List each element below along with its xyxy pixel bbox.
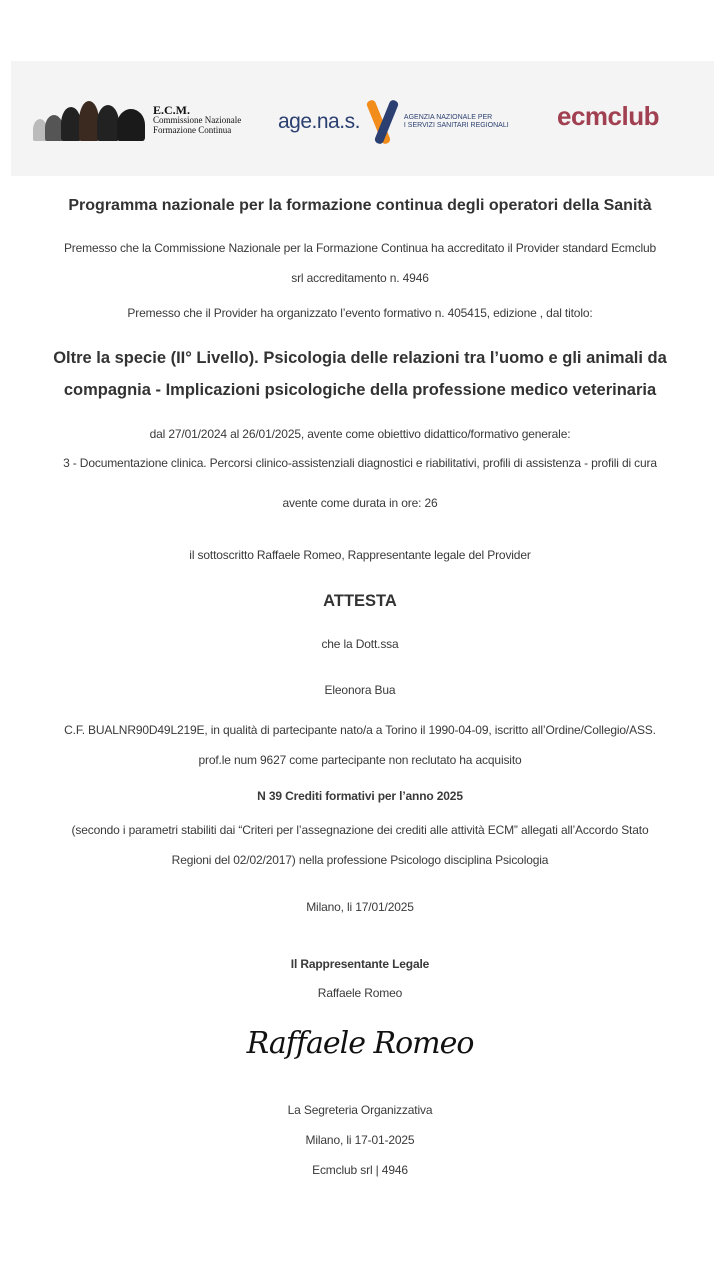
event-objective: 3 - Documentazione clinica. Percorsi clinico-assistenziali diagnostici e riabilitativi, profili di assistenza - profili di cura (63, 456, 657, 470)
premise-line-2: srl accreditamento n. 4946 (291, 271, 429, 285)
ecmclub-logo: ecmclub (557, 101, 659, 131)
premise-line-1: Premesso che la Commissione Nazionale per la Formazione Continua ha accreditato il Provider standard Ecmclub (63, 241, 657, 255)
premise-event: Premesso che il Provider ha organizzato l’evento formativo n. 405415, edizione , dal titolo: (127, 306, 593, 320)
event-dates: dal 27/01/2024 al 26/01/2025, avente come obiettivo didattico/formativo generale: (149, 427, 571, 441)
place-date: Milano, li 17/01/2025 (306, 900, 414, 914)
secretariat-label: La Segreteria Organizzativa (287, 1103, 433, 1117)
ecm-logo-title: E.C.M. (153, 103, 190, 117)
agenas-line1: AGENZIA NAZIONALE PER (403, 114, 493, 121)
criteria-line-2: Regioni del 02/02/2017) nella professione Psicologo disciplina Psicologia (171, 853, 549, 867)
logo-header (11, 61, 714, 176)
ecm-logo-line1: Commissione Nazionale (153, 115, 242, 125)
provider-footer: Ecmclub srl | 4946 (312, 1163, 408, 1177)
ecm-logo-line2: Formazione Continua (153, 125, 232, 135)
agenas-logo (278, 101, 509, 143)
criteria-line-1: (secondo i parametri stabiliti dai “Criteri per l’assegnazione dei crediti alle attività ECM” allegati all’Accordo Stato (71, 823, 649, 837)
event-duration: avente come durata in ore: 26 (282, 496, 438, 510)
ecm-logo (33, 99, 241, 141)
recipient-details-line-2: prof.le num 9627 come partecipante non reclutato ha acquisito (198, 753, 522, 767)
event-title-line-2: compagnia - Implicazioni psicologiche della professione medico veterinaria (63, 381, 657, 399)
secretariat-date: Milano, li 17-01-2025 (305, 1133, 415, 1147)
recipient-name: Eleonora Bua (324, 683, 396, 697)
handwritten-signature: Raffaele Romeo (246, 1026, 474, 1061)
credits-awarded: N 39 Crediti formativi per l’anno 2025 (257, 789, 463, 803)
event-title-line-1: Oltre la specie (II° Livello). Psicologia delle relazioni tra l’uomo e gli animali da (53, 349, 667, 367)
ecm-painting-image (33, 99, 145, 141)
agenas-line2: I SERVIZI SANITARI REGIONALI (403, 122, 509, 129)
attesta-heading: ATTESTA (323, 592, 397, 610)
program-title: Programma nazionale per la formazione continua degli operatori della Sanità (68, 197, 652, 214)
agenas-wordmark: age.na.s. (278, 110, 360, 133)
agenas-x-mark-icon (362, 101, 402, 143)
recipient-title: che la Dott.ssa (321, 637, 399, 651)
signatory-statement: il sottoscritto Raffaele Romeo, Rappresentante legale del Provider (189, 548, 531, 562)
recipient-details-line-1: C.F. BUALNR90D49L219E, in qualità di partecipante nato/a a Torino il 1990-04-09, iscritto all’Ordine/Collegio/ASS. (64, 723, 656, 737)
legal-rep-name: Raffaele Romeo (317, 986, 403, 1000)
legal-rep-label: Il Rappresentante Legale (290, 957, 430, 971)
